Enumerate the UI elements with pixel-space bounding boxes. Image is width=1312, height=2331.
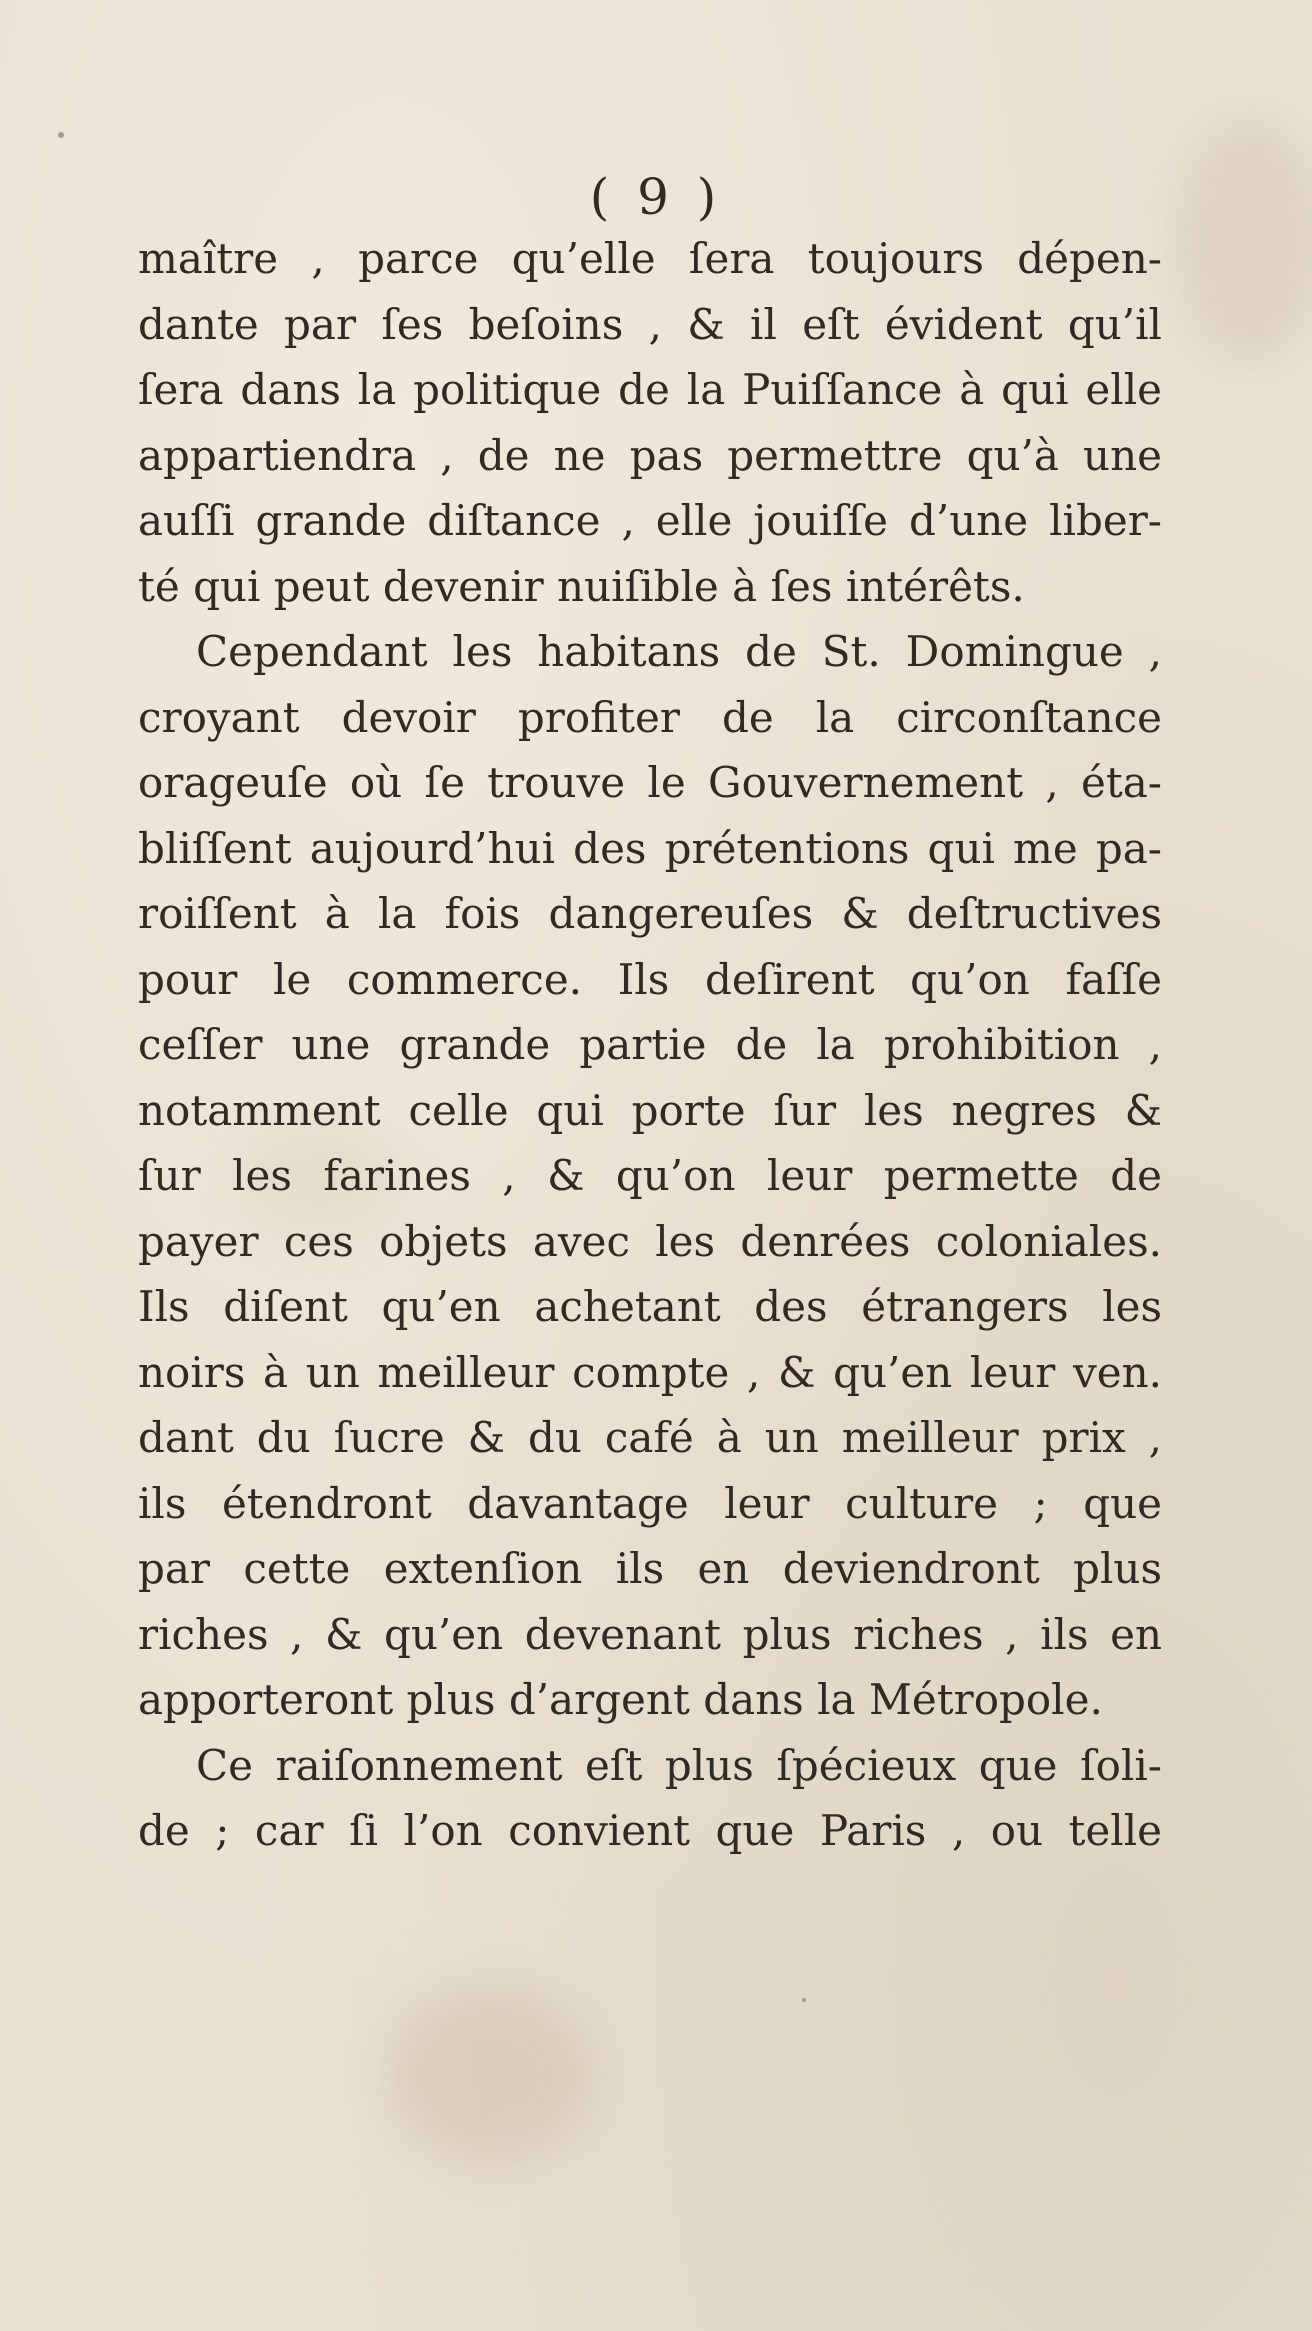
text-line: de ; car ſi l’on convient que Paris , ou telle [138,1806,1162,1855]
text-line: roiſſent à la fois dangereuſes & deſtructives [138,889,1162,938]
paper-speck [802,1998,806,2002]
text-line: notamment celle qui porte ſur les negres & [138,1085,1162,1135]
text-line: dante par ſes beſoins , & il eſt évident qu’il [138,299,1162,349]
text-line: Ils diſent qu’en achetant des étrangers les [138,1282,1162,1331]
text-line: té qui peut devenir nuiſible à ſes intérêts. [138,561,1025,611]
text-line: ils étendront davantage leur culture ; que [138,1478,1162,1528]
text-line: riches , & qu’en devenant plus riches , ils en [138,1609,1162,1659]
text-line: noirs à un meilleur compte , & qu’en leur ven. [138,1347,1162,1397]
text-line: par cette extenſion ils en deviendront plus [138,1544,1162,1593]
text-line: payer ces objets avec les denrées coloniales. [138,1216,1162,1266]
paper-stain [390,1990,590,2160]
text-line: ſera dans la politique de la Puiſſance à qui elle [138,365,1162,414]
text-line: orageuſe où ſe trouve le Gouvernement , éta- [138,758,1162,807]
text-line: bliſſent aujourd’hui des prétentions qui me pa- [138,823,1162,873]
paper-speck [58,132,64,138]
page-number: ( 9 ) [589,168,723,226]
text-line: ſur les farines , & qu’on leur permette de [138,1151,1162,1200]
text-line: dant du ſucre & du café à un meilleur prix , [138,1413,1162,1462]
text-line: auſſi grande diſtance , elle jouiſſe d’une liber- [138,496,1162,545]
text-line: Cependant les habitans de St. Domingue , [196,627,1162,676]
text-line: ceſſer une grande partie de la prohibition , [138,1020,1162,1069]
text-line: croyant devoir profiter de la circonſtance [138,692,1162,742]
text-line: apporteront plus d’argent dans la Métropole. [138,1675,1103,1724]
text-line: Ce raiſonnement eſt plus ſpécieux que ſoli- [196,1740,1162,1790]
body-text [138,226,1162,1864]
paper-stain [1180,120,1312,360]
text-line: maître , parce qu’elle ſera toujours dépen- [138,234,1162,283]
text-line: appartiendra , de ne pas permettre qu’à une [138,430,1162,480]
text-line: pour le commerce. Ils deſirent qu’on faſſe [138,954,1162,1004]
